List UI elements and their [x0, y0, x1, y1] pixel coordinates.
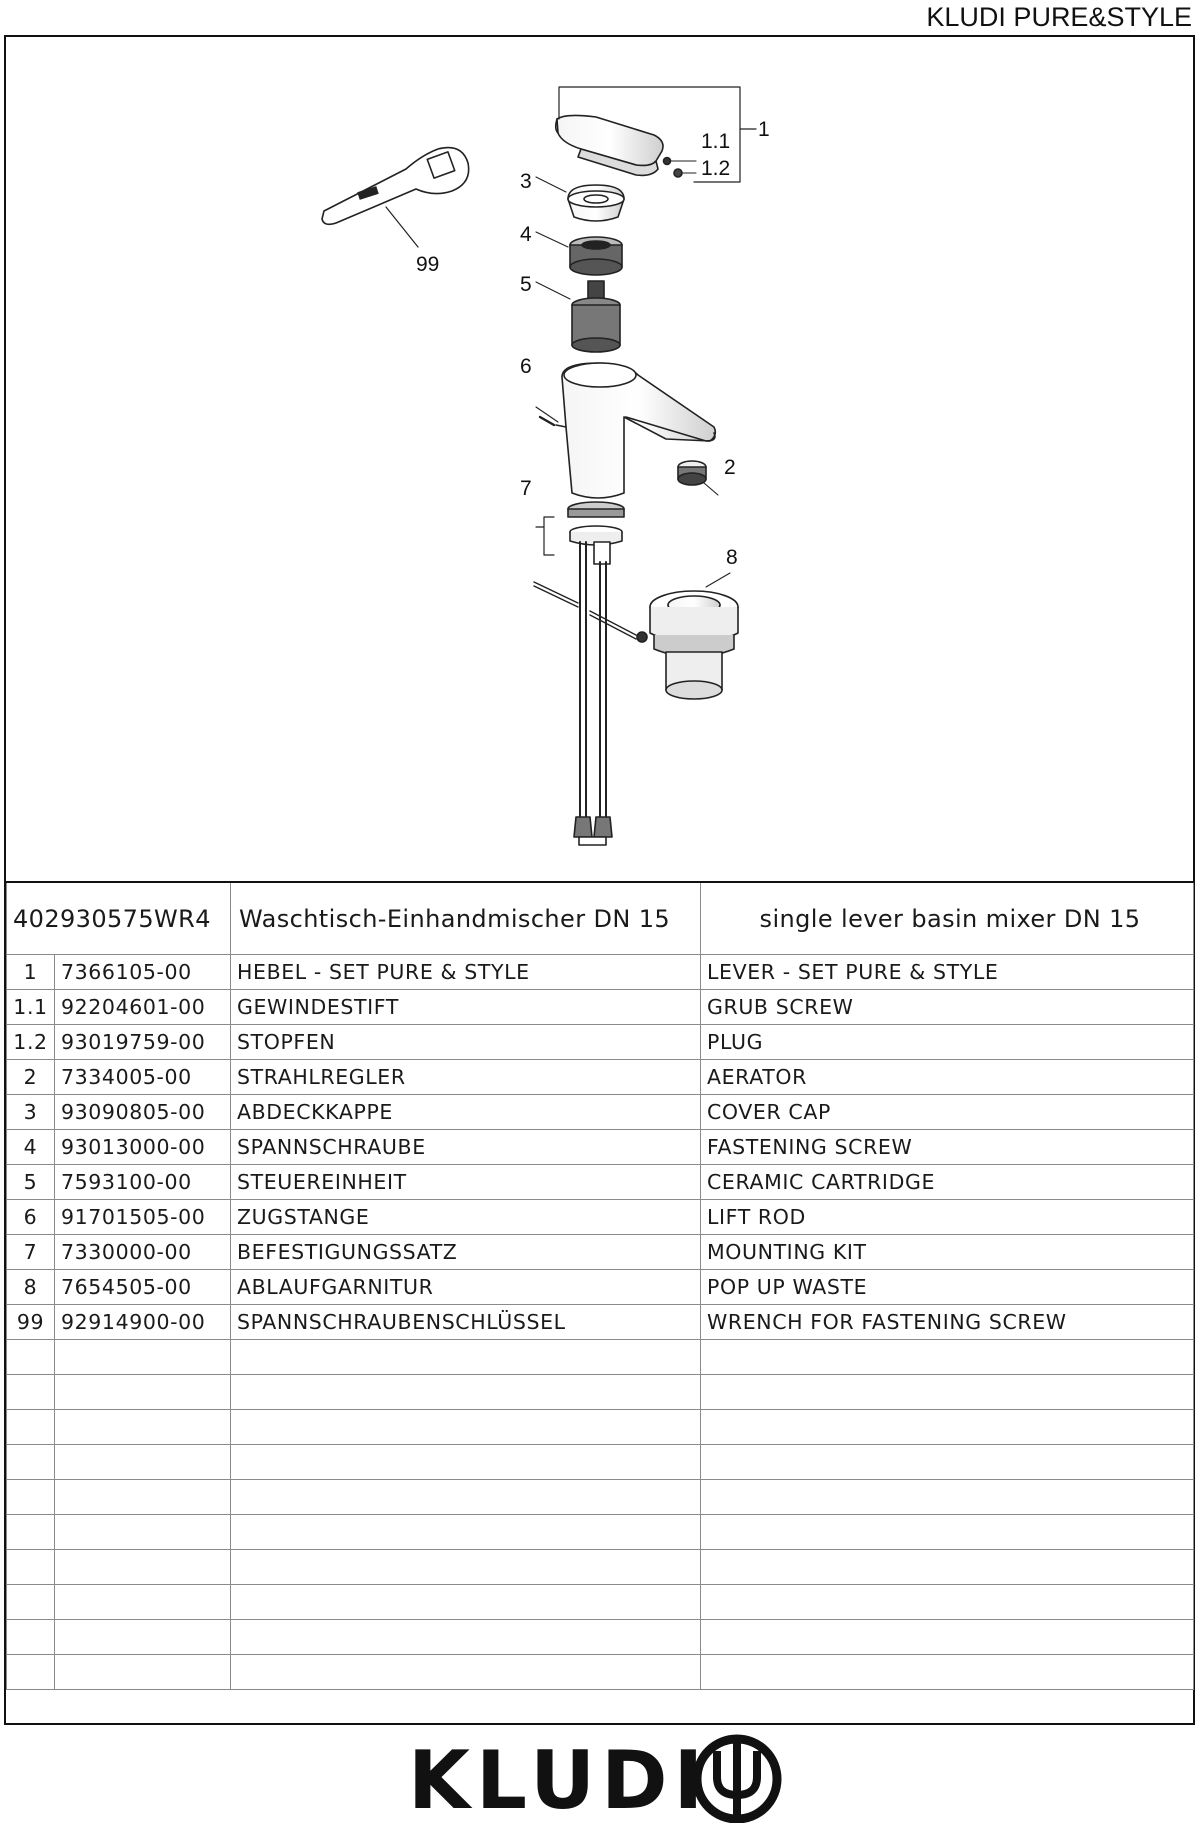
document-title: KLUDI PURE&STYLE	[926, 2, 1192, 32]
part-number-cell: 92204601-00	[55, 990, 231, 1025]
table-header-row	[7, 882, 1194, 955]
empty-table-row	[7, 1550, 1194, 1585]
description-en-cell: AERATOR	[701, 1060, 1194, 1095]
table-row	[7, 955, 1194, 990]
part-number-cell: 91701505-00	[55, 1200, 231, 1235]
part-number-cell: 7654505-00	[55, 1270, 231, 1305]
empty-cell	[7, 1480, 55, 1515]
empty-cell	[7, 1585, 55, 1620]
description-en-cell: LEVER - SET PURE & STYLE	[701, 955, 1194, 990]
empty-cell	[55, 1620, 231, 1655]
brand-logo-mark-icon	[683, 1733, 791, 1823]
position-cell: 99	[7, 1305, 55, 1340]
empty-cell	[701, 1585, 1194, 1620]
table-row	[7, 1165, 1194, 1200]
brand-logo-text: KLUDI	[408, 1734, 710, 1827]
fastening-screw-part	[536, 232, 622, 275]
empty-cell	[7, 1375, 55, 1410]
callout-8: 8	[726, 546, 738, 569]
empty-cell	[55, 1410, 231, 1445]
part-number-cell: 7334005-00	[55, 1060, 231, 1095]
empty-cell	[55, 1480, 231, 1515]
empty-cell	[701, 1410, 1194, 1445]
empty-cell	[701, 1375, 1194, 1410]
position-cell: 1	[7, 955, 55, 990]
cartridge-part	[536, 281, 620, 352]
empty-table-row	[7, 1655, 1194, 1690]
position-cell: 1.2	[7, 1025, 55, 1060]
description-de-cell: ZUGSTANGE	[231, 1200, 701, 1235]
table-row	[7, 1060, 1194, 1095]
callout-1: 1	[758, 118, 770, 141]
description-de-cell: ABLAUFGARNITUR	[231, 1270, 701, 1305]
empty-cell	[7, 1410, 55, 1445]
empty-table-row	[7, 1375, 1194, 1410]
empty-cell	[231, 1655, 701, 1690]
grub-screw-and-plug	[664, 158, 697, 178]
position-cell: 2	[7, 1060, 55, 1095]
empty-cell	[7, 1445, 55, 1480]
position-cell: 8	[7, 1270, 55, 1305]
callout-1-2: 1.2	[701, 157, 731, 180]
callout-2: 2	[724, 456, 736, 479]
empty-table-row	[7, 1620, 1194, 1655]
description-en-cell: COVER CAP	[701, 1095, 1194, 1130]
pop-up-waste-part	[650, 573, 738, 699]
empty-cell	[231, 1375, 701, 1410]
empty-cell	[231, 1480, 701, 1515]
description-en-cell: LIFT ROD	[701, 1200, 1194, 1235]
empty-table-row	[7, 1340, 1194, 1375]
empty-cell	[55, 1585, 231, 1620]
empty-cell	[55, 1340, 231, 1375]
description-de-cell: STRAHLREGLER	[231, 1060, 701, 1095]
empty-cell	[7, 1515, 55, 1550]
wrench-part	[322, 148, 469, 247]
callout-7: 7	[520, 477, 532, 500]
description-de-cell: SPANNSCHRAUBENSCHLÜSSEL	[231, 1305, 701, 1340]
description-de-cell: BEFESTIGUNGSSATZ	[231, 1235, 701, 1270]
empty-cell	[701, 1480, 1194, 1515]
table-row	[7, 1200, 1194, 1235]
empty-table-row	[7, 1585, 1194, 1620]
empty-table-row	[7, 1515, 1194, 1550]
empty-cell	[701, 1550, 1194, 1585]
description-de-cell: GEWINDESTIFT	[231, 990, 701, 1025]
drawing-sheet-frame	[4, 35, 1195, 1725]
description-en-cell: WRENCH FOR FASTENING SCREW	[701, 1305, 1194, 1340]
callout-1-1: 1.1	[701, 130, 731, 153]
position-cell: 5	[7, 1165, 55, 1200]
table-row	[7, 1235, 1194, 1270]
part-number-cell: 7593100-00	[55, 1165, 231, 1200]
article-number: 402930575WR4	[7, 882, 231, 955]
empty-cell	[701, 1655, 1194, 1690]
table-row	[7, 1095, 1194, 1130]
empty-cell	[7, 1550, 55, 1585]
empty-cell	[231, 1445, 701, 1480]
empty-table-row	[7, 1480, 1194, 1515]
callout-99: 99	[416, 253, 440, 276]
description-en-cell: MOUNTING KIT	[701, 1235, 1194, 1270]
position-cell: 3	[7, 1095, 55, 1130]
spare-parts-table	[6, 881, 1194, 1690]
part-number-cell: 93013000-00	[55, 1130, 231, 1165]
empty-cell	[55, 1515, 231, 1550]
empty-cell	[231, 1620, 701, 1655]
description-en-cell: POP UP WASTE	[701, 1270, 1194, 1305]
empty-table-row	[7, 1410, 1194, 1445]
description-de-cell: SPANNSCHRAUBE	[231, 1130, 701, 1165]
empty-table-row	[7, 1445, 1194, 1480]
callout-5: 5	[520, 273, 532, 296]
empty-cell	[7, 1620, 55, 1655]
part-number-cell: 93090805-00	[55, 1095, 231, 1130]
part-number-cell: 7366105-00	[55, 955, 231, 990]
empty-cell	[701, 1340, 1194, 1375]
empty-cell	[55, 1445, 231, 1480]
table-row	[7, 990, 1194, 1025]
aerator-part	[678, 461, 718, 495]
product-name-en: single lever basin mixer DN 15	[701, 882, 1194, 955]
position-cell: 4	[7, 1130, 55, 1165]
empty-cell	[701, 1515, 1194, 1550]
part-number-cell: 92914900-00	[55, 1305, 231, 1340]
empty-cell	[231, 1340, 701, 1375]
table-row	[7, 1130, 1194, 1165]
lift-rod-linkage	[534, 582, 647, 642]
empty-cell	[55, 1375, 231, 1410]
part-number-cell: 7330000-00	[55, 1235, 231, 1270]
description-en-cell: PLUG	[701, 1025, 1194, 1060]
position-cell: 7	[7, 1235, 55, 1270]
position-cell: 1.1	[7, 990, 55, 1025]
empty-cell	[55, 1655, 231, 1690]
position-cell: 6	[7, 1200, 55, 1235]
empty-cell	[7, 1655, 55, 1690]
description-de-cell: STEUEREINHEIT	[231, 1165, 701, 1200]
empty-cell	[701, 1620, 1194, 1655]
description-en-cell: CERAMIC CARTRIDGE	[701, 1165, 1194, 1200]
table-row	[7, 1305, 1194, 1340]
description-en-cell: GRUB SCREW	[701, 990, 1194, 1025]
product-name-de: Waschtisch-Einhandmischer DN 15	[231, 882, 701, 955]
empty-cell	[231, 1410, 701, 1445]
empty-cell	[231, 1585, 701, 1620]
empty-cell	[55, 1550, 231, 1585]
callout-4: 4	[520, 223, 532, 246]
cover-cap-part	[536, 177, 624, 221]
table-row	[7, 1270, 1194, 1305]
table-row	[7, 1025, 1194, 1060]
empty-cell	[231, 1515, 701, 1550]
description-de-cell: STOPFEN	[231, 1025, 701, 1060]
callout-3: 3	[520, 170, 532, 193]
exploded-view-drawing	[6, 37, 1193, 881]
description-de-cell: HEBEL - SET PURE & STYLE	[231, 955, 701, 990]
empty-cell	[231, 1550, 701, 1585]
empty-cell	[7, 1340, 55, 1375]
part-number-cell: 93019759-00	[55, 1025, 231, 1060]
mounting-kit-part	[536, 502, 624, 845]
description-de-cell: ABDECKKAPPE	[231, 1095, 701, 1130]
empty-cell	[701, 1445, 1194, 1480]
description-en-cell: FASTENING SCREW	[701, 1130, 1194, 1165]
callout-6: 6	[520, 355, 532, 378]
